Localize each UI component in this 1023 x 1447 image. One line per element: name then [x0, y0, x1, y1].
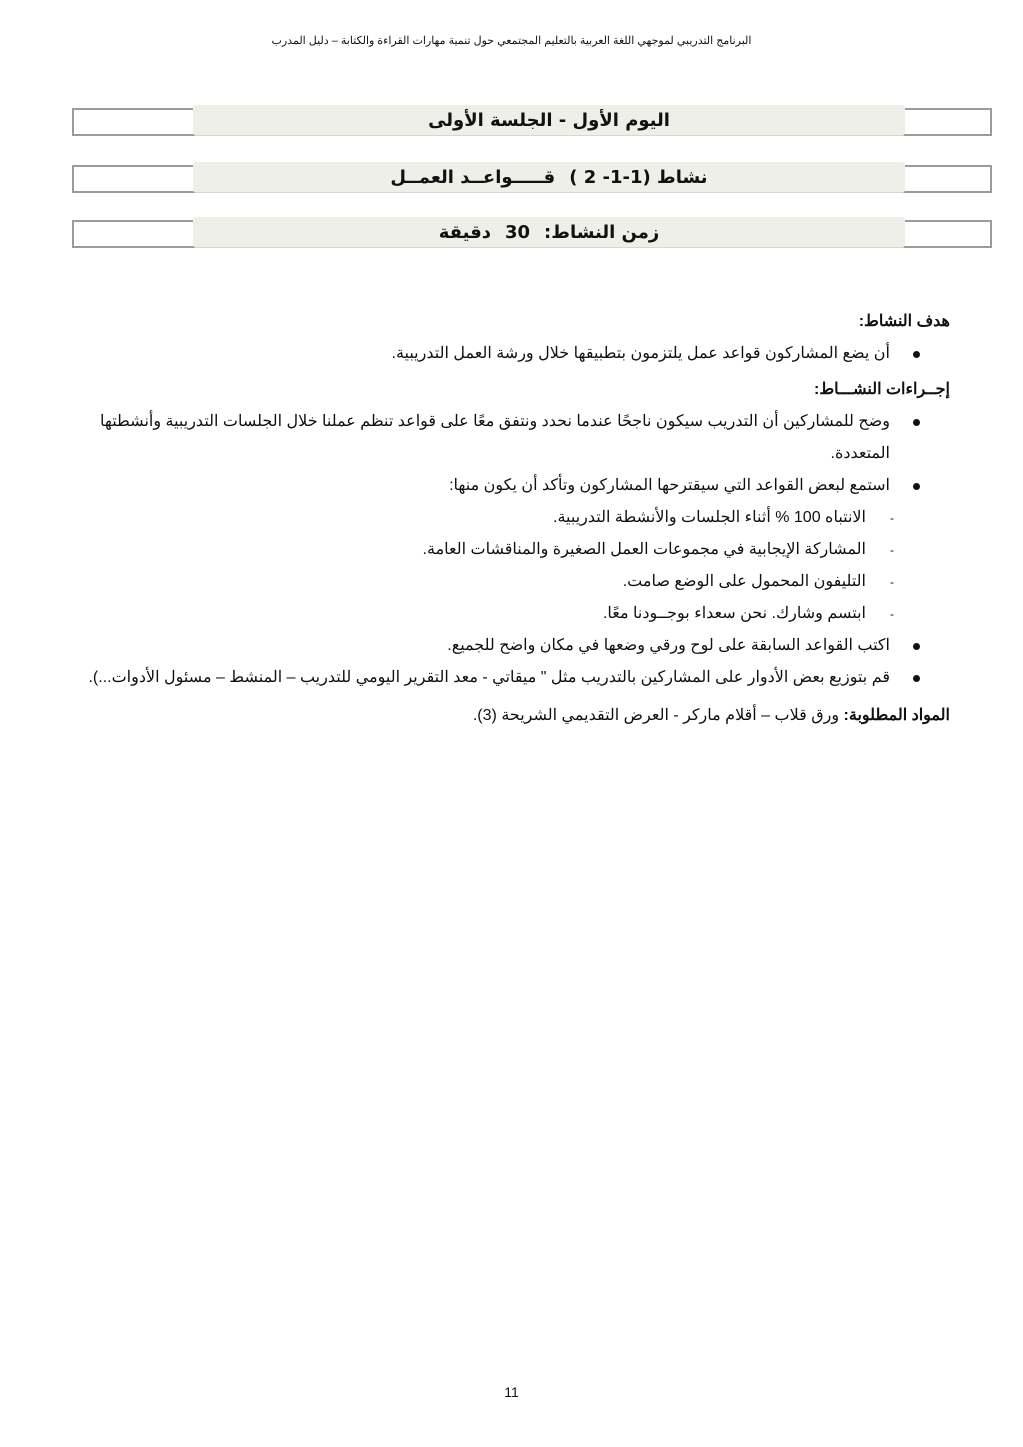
running-header: البرنامج التدريبي لموجهي اللغة العربية بالتعليم المجتمعي حول تنمية مهارات القراءة والكتابة – دليل المدرب	[271, 35, 752, 47]
list-item: وضح للمشاركين أن التدريب سيكون ناجحًا عندما نحدد ونتفق معًا على قواعد تنظم عملنا خلال الجلسات التدريبية وأنشطتها المتعددة.	[80, 406, 950, 470]
rule-item: - المشاركة الإيجابية في مجموعات العمل الصغيرة والمناقشات العامة.	[80, 534, 950, 566]
rule-item: - التليفون المحمول على الوضع صامت.	[80, 566, 950, 598]
materials-label: المواد المطلوبة:	[843, 707, 950, 724]
bullet-icon	[913, 483, 920, 490]
materials-line	[80, 700, 950, 732]
activity-name: قـــــواعــد العمــل	[390, 166, 556, 188]
objective-heading: هدف النشاط:	[858, 313, 950, 330]
activity-body	[80, 306, 950, 732]
duration-band	[72, 217, 992, 247]
list-item: استمع لبعض القواعد التي سيقترحها المشاركون وتأكد أن يكون منها:	[80, 470, 950, 502]
dash-marker: -	[890, 511, 894, 525]
list-item: قم بتوزيع بعض الأدوار على المشاركين بالتدريب مثل " ميقاتي - معد التقرير اليومي للتدريب – المنشط – مسئول الأدوات...).	[80, 662, 950, 694]
procedures-heading: إجــراءات النشـــاط:	[814, 381, 950, 398]
day-session-text: اليوم الأول - الجلسة الأولى	[428, 109, 670, 131]
procedures-list-continued	[80, 630, 950, 694]
page-number: 11	[504, 1384, 519, 1400]
bullet-icon	[913, 675, 920, 682]
dash-marker: -	[890, 607, 894, 621]
session-band	[72, 105, 992, 135]
rules-list	[80, 502, 950, 630]
bullet-icon	[913, 419, 920, 426]
rule-item: - ابتسم وشارك. نحن سعداء بوجــودنا معًا.	[80, 598, 950, 630]
activity-title	[193, 162, 905, 192]
list-item: اكتب القواعد السابقة على لوح ورقي وضعها في مكان واضح للجميع.	[80, 630, 950, 662]
duration-unit: دقيقة	[438, 221, 491, 243]
dash-marker: -	[890, 575, 894, 589]
materials-text: ورق قلاب – أقلام ماركر - العرض التقديمي الشريحة (3).	[472, 707, 840, 724]
duration-label: زمن النشاط:	[544, 221, 660, 243]
duration-value: 30	[504, 221, 531, 243]
dash-marker: -	[890, 543, 894, 557]
bullet-icon	[913, 643, 920, 650]
activity-band	[72, 162, 992, 192]
activity-label: نشاط (1-1- 2 )	[569, 166, 708, 188]
objective-list	[80, 338, 950, 370]
session-title	[193, 105, 905, 135]
list-item: أن يضع المشاركون قواعد عمل يلتزمون بتطبيقها خلال ورشة العمل التدريبية.	[80, 338, 950, 370]
rule-item: - الانتباه 100 % أثناء الجلسات والأنشطة التدريبية.	[80, 502, 950, 534]
procedures-list	[80, 406, 950, 502]
bullet-icon	[913, 351, 920, 358]
activity-duration	[193, 217, 905, 247]
